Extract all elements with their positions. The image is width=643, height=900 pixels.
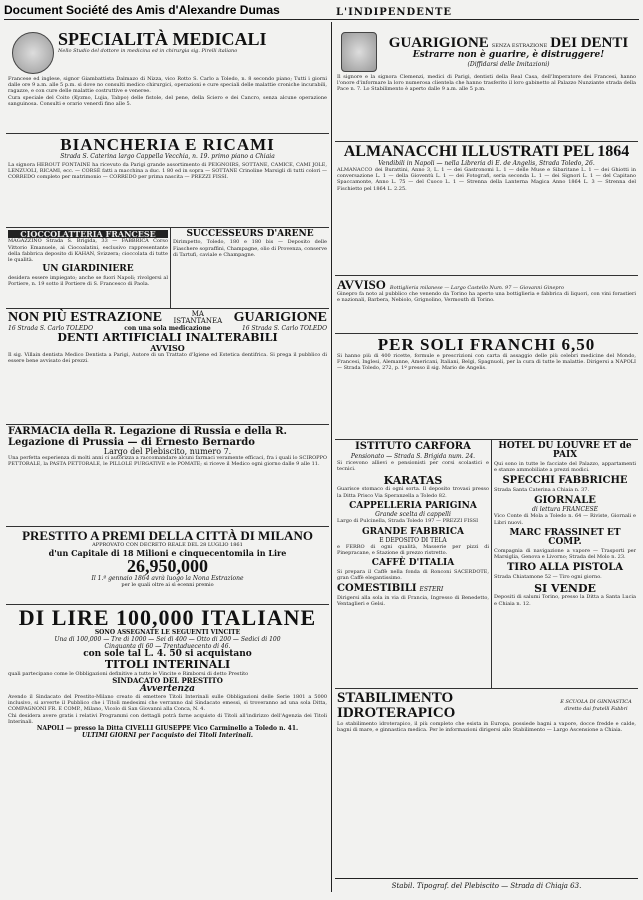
left-column — [6, 28, 329, 888]
ad-sub-4: per le quali oltre ai sì ecenni premio — [121, 582, 214, 589]
ad-text: Ginepro fa noto al pubblico che venendo da Torino ha aperto una bottiglieria e fabbrica di liquori, con vini forastieri e nazionali, Barbera, Nebiolo, Grignolino, Vermouth di Torino. — [337, 291, 636, 304]
ad-text: Il sig. Villain dentista Medico Dentista a Parigi, Autore di un Trattato d'Igiene ed Estetica dentifrica. Si prega il pubblico di essere bene avvisato dei prezzi. — [8, 351, 327, 365]
ad-subtitle: E SCUOLA DI GINNASTICA diretto dai fratelli Fabbri — [560, 699, 632, 712]
ad-text: La signora HEROUT FONTAINE ha ricevuto da Parigi grande assortimento di PEIGNOIRS, SOTTANE, CAMICE, CAMI JOLE, LENZUOLI, RICAMI, ecc. — CORSÈ fatti a macchina a duc. 1 80 ed in sopra — SOTTANE Crinoline Marsigli di tutti colori — CORREDO completo per matrimonio — CORREDO per prima nascita — PREZZI FISSI. — [8, 162, 327, 181]
ad-comestibili-title: COMESTIBILI — [337, 583, 417, 595]
ad-text-3: Chi desidera avere gratis i relativi Programmi con dettagli potrà farne acquisto di Titoli all'indirizzo dell'Agenzia dei Titoli Interinali. — [8, 712, 327, 725]
ad-hotel-text: Qui sono in tutte le facciate del Palazzo, appartamenti e stanze ammobiliate a prezzi modici. — [494, 460, 636, 474]
ad-comestibili-text: Dirigersi alla sola in via di Francia, Ingresso di Benedetto, Ventaglieri e Gelsi. — [337, 594, 489, 607]
ad-text: Il signore e la signora Clemenzi, medici di Parigi, dentisti della Real Casa, dell'Imperatore dei Francesi, hanno l'onore d'informare la loro numerosa clientela che hanno trasferito il loro gabinetto al Palazzo Nunziante strada della Pace n. 7. Lo Stabilimento è aperto dalle 9 a.m. alle 5 p.m. — [337, 74, 636, 93]
ad-salumi-title: SI VENDE — [534, 581, 596, 595]
ad-giornale-text: Vico Conte di Mola a Toledo n. 64 — Riviste, Giornali e Libri nuovi. — [494, 513, 636, 526]
ad-subtitle: Strada S. Caterina largo Cappella Vecchia, n. 19. primo piano a Chiaia — [60, 153, 275, 160]
ad-grande-title: GRANDE FABBRICA — [361, 526, 465, 537]
ad-title: NON PIÙ ESTRAZIONE — [8, 310, 163, 325]
ad-title-2: UN GIARDINIERE — [42, 264, 134, 275]
ad-title: STABILIMENTO IDROTERAPICO — [337, 690, 456, 721]
ad-specialita — [6, 28, 329, 134]
ad-title: GUARIGIONE — [388, 35, 489, 52]
royal-crest-icon — [341, 32, 377, 72]
ad-subtitle: Nello Studio del dottore in medicina ed in chirurgia sig. Pirelli italiano — [58, 48, 238, 54]
ad-title: DI LIRE 100,000 ITALIANE — [18, 605, 317, 630]
column-divider — [331, 22, 332, 892]
medical-emblem-icon — [12, 32, 54, 74]
ad-grid-left — [335, 440, 492, 688]
ad-text-2: Avendo il Sindacato del Prestito-Milano creato di emettere Titoli Interinali sulle Obbligazioni delle Serie 1801 a 5000 inclusivo, si avverte il Pubblico che i Titoli medesimi che verranno dal Sindacato emessi, si troveranno ad una sola Ditta, COMPAGNONI FR. E COMP., Milano, Vicolo di San Giovanni alla Conca, N. 4. — [8, 693, 327, 713]
ad-marc-title: MARC FRASSINET ET COMP. — [509, 527, 621, 548]
ad-successeurs — [171, 228, 329, 308]
ad-subtitle: Estrarre non è guarire, è distruggere! — [412, 50, 605, 61]
ad-guarigione — [335, 28, 638, 142]
ad-istituto-text: Si ricevono allievi e pensionisti per corsi scolastici e tecnici. — [337, 459, 489, 472]
ad-title: FARMACIA della R. Legazione di Russia e della R. Legazione di Prussia — di Ernesto Bernardo — [8, 426, 288, 448]
ad-text: MAGAZZINO Strada S. Brigida, 33 — FABBRICA Corso Vittorio Emanuele, ai Ciocoalatini, esclusivo rappresentante della fabbrica deposito di KAHAN, Svizzera; cioccolata di tutte le qualità. — [8, 238, 168, 263]
ad-caffe-text: Si prepara il Caffè nella fonda di Ronconi SACERDOTE, gran Caffè elegantissimo. — [337, 568, 489, 581]
footer-rule — [335, 878, 638, 879]
ad-estrazione — [6, 309, 329, 425]
ad-ultimi: ULTIMI GIORNI per l'acquisto dei Titoli Interinali. — [82, 731, 253, 739]
ad-address-1: 16 Strada S. Carlo TOLEDO — [8, 325, 94, 332]
ad-text: Francese ed inglese, signor Giambattista Dalmazo di Nizza, vico Rotto S. Carlo a Toledo, n. 8 secondo piano; Tutti i giorni dalle ore 9 a.m. alle 5 p.m. si dove no consulti medico chirurgici, operazioni e cure speciali delle malattie croniche incurabili, ragazze, e con cure delle malattie costruttive e veneree. — [8, 76, 327, 95]
ad-cappelleria-text: Largo di Pulcinella, Strada Toledo 197 — PREZZI FISSI — [337, 518, 479, 525]
ad-farmacia — [6, 425, 329, 527]
ad-salumi-text: Depositi di salumi Torino, presso la Ditta a Santa Lucia e Chiaia n. 12. — [494, 594, 636, 607]
ad-giornale-title: GIORNALE — [534, 494, 596, 506]
ad-note: Cura speciale del Coito (Kyzmo, Lujia, Tabpo) delle fistole, del pene, della Sciero e dei Cancro, senza alcune operazione sanguinosa. Consulti e orario venerdì fino alle 5. — [8, 94, 327, 107]
ad-row-small — [6, 228, 329, 309]
ad-caffe-title: CAFFÈ D'ITALIA — [371, 558, 455, 569]
ad-mid: MA ISTANTANEA — [173, 310, 223, 325]
ad-title: ALMANACCHI ILLUSTRATI PEL 1864 — [343, 143, 630, 160]
ad-almanacchi — [335, 142, 638, 276]
ad-marc-text: Compagnia di navigazione a vapore — Trasporti per Marsiglia, Genova e Livorno; Strada del Molo n. 23. — [494, 547, 636, 560]
ad-giornale-sub: di lettura FRANCESE — [532, 506, 598, 514]
ad-tiro-title: TIRO ALLA PISTOLA — [506, 562, 624, 574]
ad-comestibili-small: ESTERI — [419, 586, 444, 594]
ad-text: Una perfetta esperienza di molti anni ci autorizza a raccomandare alcuni farmaci veramente efficaci, fra i quali lo SCIROPPO PETTORALE, la PASTA PETTORALE, le PILLOLE PURGATIVE e le POMATE; si riceve il Medico ogni giorno dalle 9 alle 11. — [8, 455, 327, 468]
ad-grande-text: e FERRO di ogni qualità, Masserie per pizzi di Pinepracane, e Stazione di prezzo ristretto. — [337, 543, 489, 557]
ad-text: Si hanno più di 400 ricette, formule e prescrizioni con carta di assaggio delle più celebri medicine del Mondo, Francesi, Inglesi, Alemanne, Americani, Italiani, Belgi, Spagnuoli, per la cura di tutte le malattie. Dirigersi a NAPOLI — Strada Toledo, 272, p. 1º presso il sig. Mario de Angelis. — [337, 353, 636, 372]
ad-small: SENZA ESTRAZIONE — [491, 43, 548, 50]
printer-footer: Stabil. Tipograf. del Plebiscito — Strada di Chiaja 63. — [391, 882, 582, 890]
ad-avviso: AVVISO — [150, 342, 185, 353]
masthead: L'INDIPENDENTE — [336, 7, 453, 18]
ad-subtitle-2: (Diffidarsi delle Imitazioni) — [467, 60, 550, 68]
ad-titoli: TITOLI INTERINALI — [104, 658, 231, 672]
ad-mid-2: con una sola medicazione — [124, 325, 211, 332]
ad-subtitle: Largo del Plebiscito, numero 7. — [103, 447, 232, 456]
ad-sub-1: APPROVATO CON DECRETO REALE DEL 28 LUGLIO 1861 — [92, 542, 243, 548]
ad-sindacato: SINDACATO DEL PRESTITO — [112, 676, 223, 686]
right-column — [335, 28, 638, 888]
ad-idroterapico — [335, 689, 638, 883]
ad-text: Dirimpetto, Toledo, 180 e 180 bis — Deposito delle Fiaschere sopraffini, Champagne, olio di Provenza, conserve di Tartufi, caviale e Champagne. — [173, 239, 327, 258]
ad-subtitle: Vendibili in Napoli — nella Libreria di E. de Angelis, Strada Toledo, 26. — [378, 160, 595, 167]
ad-text: quali partecipano come le Obbligazioni definitive a tutte le Vincite e Rimborsi di detto Prestito — [8, 670, 249, 677]
ad-napoli: NAPOLI — presso la Ditta CIVELLI GIUSEPPE Vico Carminello a Toledo n. 41. — [36, 724, 299, 732]
ad-specchi-title: SPECCHI FABBRICHE — [502, 475, 628, 487]
ad-subtitle: SONO ASSEGNATE LE SEGUENTI VINCITE — [94, 629, 241, 636]
ad-grid — [335, 440, 638, 689]
ad-title: SPECIALITÀ MEDICALI — [58, 29, 267, 49]
ad-avviso — [335, 276, 638, 334]
ad-text: Lo stabilimento idroterapico, il più completo che esista in Europa, possiede bagni a vapore, docce fredde e calde, bagni di mare, e ginnastica medica. Per le informazioni dirigersi allo Stabilimento — Largo Ascensione a Chiaia. — [337, 721, 636, 734]
ad-title: BIANCHERIA E RICAMI — [60, 135, 275, 154]
watermark: Document Société des Amis d'Alexandre Dumas — [4, 3, 280, 17]
ad-cioccolatteria — [6, 228, 171, 308]
ad-karatas-title: KARATAS — [383, 473, 443, 487]
ad-tiro-text: Strada Chiatamone 52 — Tiro ogni giorno. — [494, 573, 602, 580]
ad-specchi-text: Strada Santa Caterina a Chiaia n. 37. — [494, 486, 590, 493]
ad-grid-right — [492, 440, 638, 688]
ad-text: ALMANACCO dei Burattini, Anno 3, L. 1 — dei Gastronomi L. 1 — delle Muse e Sibaritane L. 1 — dei Ghiotti in conversazione L. 1 — della Gioventù L. 1 — dei Fotografi, seria seconda L. 1 — dei Signori L. 1 — del Capitano Spaccamonte, Anno L. 75 — del Cuoco L. 1 — Strenna della Lanterna Magica Anno 1864 L. 3 — Strenna del Fischietto pel 1864 L. 2.25. — [337, 167, 636, 192]
ad-title-2: GUARIGIONE — [233, 310, 327, 325]
ad-sub-2: d'un Capitale di 18 Milioni e cinquecentomila in Lire — [48, 548, 287, 558]
ad-cappelleria-title: CAPPELLERIA PARIGINA — [349, 500, 477, 511]
ad-lire — [6, 605, 329, 888]
ad-con: con sole tal L. 4. 50 si acquistano — [83, 649, 252, 659]
ad-line-1: Una di 100,000 — Tre di 1000 — Sei di 400 — Otto di 200 — Sedici di 100 — [54, 636, 281, 643]
ad-per-soli — [335, 334, 638, 440]
ad-prestito — [6, 527, 329, 605]
ad-line-2: Cinquanta di 60 — Trentaduecento di 46. — [104, 643, 231, 650]
ad-grande-sub: E DEPOSITO DI TELA — [379, 536, 447, 544]
ad-text-2: desidera essere impiegato; anche se fuori Napoli; rivolgersi al Portiere, n. 19 sotto il Portiere di S. Francesco di Paola. — [8, 274, 168, 287]
ad-subtitle: Bottiglieria milanese — Largo Castello Num. 97 — Giovanni Ginepro — [389, 285, 565, 291]
ad-title: SUCCESSEURS D'ARENE — [186, 229, 314, 239]
ad-title: PER SOLI FRANCHI 6,50 — [377, 335, 596, 354]
ad-avvertenza: Avvertenza — [140, 683, 195, 694]
ad-title: PRESTITO A PREMI DELLA CITTÀ DI MILANO — [22, 528, 313, 543]
top-rule — [4, 19, 639, 20]
ad-istituto-title: ISTITUTO CARFORA — [355, 441, 471, 452]
ad-karatas-text: Guarisce stomaco di ogni sorta. Il deposito trovasi presso la Ditta Prisco Via Speranzella a Toledo 82. — [337, 486, 489, 499]
ad-hotel-title: HOTEL DU LOUVRE ET de PAIX — [498, 441, 632, 461]
ad-cappelleria-sub: Grande scelta di cappelli — [375, 511, 451, 519]
ad-sub-3: Il 1.º gennaio 1864 avrà luogo la Nona Estrazione — [91, 575, 244, 583]
ad-istituto-sub: Pensionato — Strada S. Brigida num. 24. — [350, 452, 476, 460]
ad-address-2: 16 Strada S. Carlo TOLEDO — [241, 325, 327, 332]
ad-title: CIOCCOLATTERIA FRANCESE — [8, 230, 168, 238]
ad-biancheria — [6, 134, 329, 228]
ad-amount: 26,950,000 — [127, 556, 208, 577]
ad-title-2: DEI DENTI — [550, 35, 629, 52]
ad-title: AVVISO — [337, 277, 386, 292]
ad-denti: DENTI ARTIFICIALI INALTERABILI — [57, 331, 278, 344]
